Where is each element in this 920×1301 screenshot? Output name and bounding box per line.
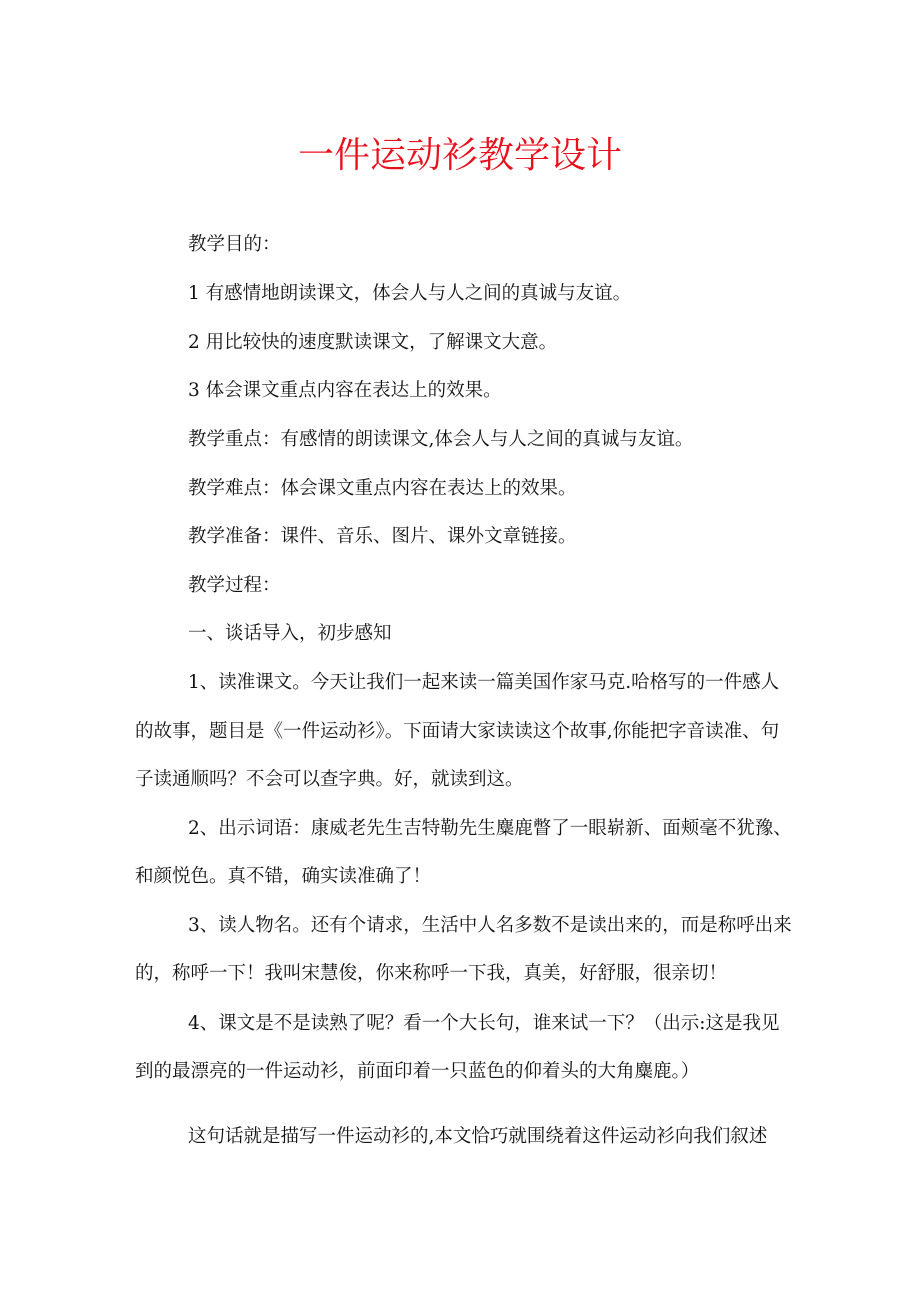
text-line: 3、读人物名。还有个请求，生活中人名多数不是读出来的，而是称呼出来 xyxy=(188,915,792,936)
text-line: 1、读准课文。今天让我们一起来读一篇美国作家马克.哈格写的一件感人 xyxy=(188,672,780,693)
text-line: 一、谈话导入，初步感知 xyxy=(188,623,392,644)
text-line: 1 有感情地朗读课文，体会人与人之间的真诚与友谊。 xyxy=(188,283,632,304)
text-line: 4、课文是不是读熟了呢？看一个大长句，谁来试一下？（出示:这是我见 xyxy=(188,1013,780,1034)
text-line: 2 用比较快的速度默读课文，了解课文大意。 xyxy=(188,332,558,353)
text-line: 到的最漂亮的一件运动衫，前面印着一只蓝色的仰着头的大角麋鹿。） xyxy=(135,1061,700,1082)
text-line: 教学重点：有感情的朗读课文,体会人与人之间的真诚与友谊。 xyxy=(188,429,694,450)
text-line: 这句话就是描写一件运动衫的,本文恰巧就围绕着这件运动衫向我们叙述 xyxy=(188,1126,768,1147)
text-line: 和颜悦色。真不错，确实读准确了！ xyxy=(135,866,432,887)
text-line: 2、出示词语：康威老先生吉特勒先生麋鹿瞥了一眼崭新、面颊毫不犹豫、 xyxy=(188,818,792,839)
text-line: 的故事，题目是《一件运动衫》。下面请大家读读这个故事,你能把字音读准、句 xyxy=(135,721,780,742)
text-line: 教学过程： xyxy=(188,575,281,596)
document-title: 一件运动衫教学设计 xyxy=(297,135,622,176)
text-line: 3 体会课文重点内容在表达上的效果。 xyxy=(188,380,502,401)
text-line: 子读通顺吗？不会可以查字典。好，就读到这。 xyxy=(135,769,524,790)
text-line: 教学准备：课件、音乐、图片、课外文章链接。 xyxy=(188,526,577,547)
text-line: 的，称呼一下！我叫宋慧俊，你来称呼一下我，真美，好舒服，很亲切！ xyxy=(135,963,728,984)
text-line: 教学目的： xyxy=(188,234,281,255)
text-line: 教学难点：体会课文重点内容在表达上的效果。 xyxy=(188,478,577,499)
